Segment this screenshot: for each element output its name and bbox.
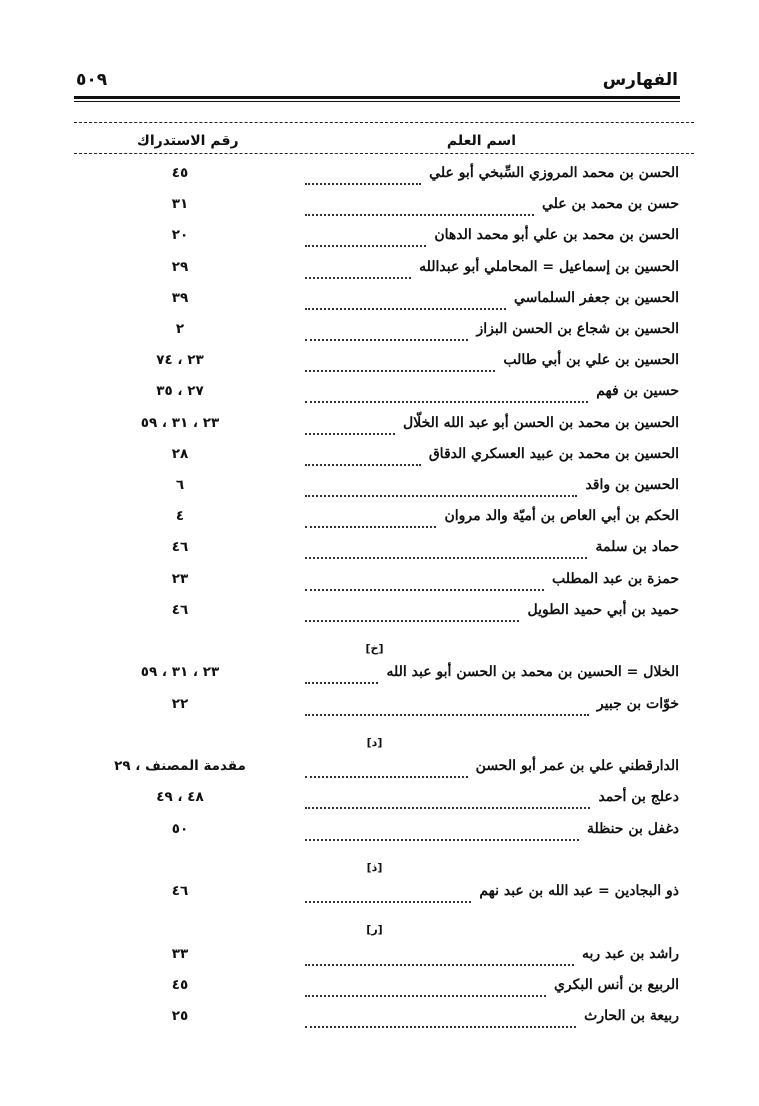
entry-name: الحسين بن إسماعيل = المحاملي أبو عبدالله xyxy=(419,258,679,275)
entry-name: الحسين بن شجاع بن الحسن البزاز xyxy=(476,321,679,337)
index-entry xyxy=(0,819,759,847)
entry-ref: ٣١ xyxy=(171,196,189,213)
dot-leader xyxy=(305,776,468,778)
entry-ref: ٤٥ xyxy=(171,977,189,993)
dot-leader xyxy=(305,464,421,466)
column-header-ref: رقم الاستدراك xyxy=(137,133,239,149)
entry-ref: ٢ xyxy=(175,321,185,337)
index-entry xyxy=(0,1006,759,1034)
entry-ref: ٢٣ xyxy=(171,570,189,587)
entry-name: الحسين بن جعفر السلماسي xyxy=(514,289,679,306)
section-letter-label: [خ] xyxy=(365,642,384,655)
dot-leader xyxy=(305,839,579,841)
dot-leader xyxy=(305,245,426,247)
index-entry xyxy=(0,381,759,409)
index-entry xyxy=(0,975,759,1003)
entry-ref: ٢٩ xyxy=(171,258,189,275)
index-entry xyxy=(0,881,759,909)
running-title: الفهارس xyxy=(602,70,678,90)
entry-name: ذو البجادين = عبد الله بن عبد نهم xyxy=(479,883,679,900)
index-entry xyxy=(0,288,759,316)
dot-leader xyxy=(305,433,395,435)
dot-leader xyxy=(305,370,495,372)
column-header-name: اسم العلم xyxy=(446,133,516,149)
entry-name: حماد بن سلمة xyxy=(595,539,679,556)
dot-leader xyxy=(305,495,577,497)
dot-leader xyxy=(305,807,590,809)
entry-ref: ٤٥ xyxy=(171,165,189,181)
index-entry xyxy=(0,756,759,784)
entry-ref: ٢٣ ، ٧٤ xyxy=(156,352,204,369)
dot-leader xyxy=(305,589,544,591)
dot-leader xyxy=(305,277,411,279)
section-letter xyxy=(0,637,759,661)
dot-leader xyxy=(305,339,468,341)
index-entry xyxy=(0,194,759,222)
dot-leader xyxy=(305,526,436,528)
entry-name: دعلج بن أحمد xyxy=(598,789,679,806)
entry-ref: مقدمة المصنف ، ٢٩ xyxy=(114,758,246,775)
entry-name: الدارقطني علي بن عمر أبو الحسن xyxy=(475,758,679,775)
entry-ref: ٢٣ ، ٣١ ، ٥٩ xyxy=(140,664,220,681)
entry-name: الخلال = الحسين بن محمد بن الحسن أبو عبد الله xyxy=(386,664,679,681)
dot-leader xyxy=(305,901,471,903)
dot-leader xyxy=(305,557,587,559)
entry-name: دغفل بن حنظلة xyxy=(586,820,679,837)
entry-name: الحسين بن محمد بن الحسن أبو عبد الله الخلّال xyxy=(403,414,679,431)
entry-ref: ٣٩ xyxy=(171,289,189,306)
index-entry xyxy=(0,350,759,378)
entry-name: الحسين بن واقد xyxy=(585,477,679,493)
entry-ref: ٣٣ xyxy=(171,945,189,962)
dot-leader xyxy=(305,995,546,997)
entry-name: الربيع بن أنس البكري xyxy=(553,977,679,993)
dot-leader xyxy=(305,682,378,684)
entry-name: الحسين بن محمد بن عبيد العسكري الدقاق xyxy=(428,445,679,462)
dot-leader xyxy=(305,714,589,716)
dot-leader xyxy=(305,401,588,403)
section-letter-label: [د] xyxy=(366,735,383,749)
entry-ref: ٢٠ xyxy=(171,227,189,244)
index-entry xyxy=(0,662,759,690)
section-letter-label: [ر] xyxy=(366,923,383,937)
entry-name: حميد بن أبي حميد الطويل xyxy=(527,601,679,618)
dot-leader xyxy=(305,183,421,185)
entry-name: حسن بن محمد بن علي xyxy=(541,196,679,213)
index-entry xyxy=(0,319,759,347)
index-entry xyxy=(0,787,759,815)
entry-ref: ٤٦ xyxy=(171,539,189,556)
index-entry xyxy=(0,257,759,285)
entry-ref: ٤٨ ، ٤٩ xyxy=(156,789,204,806)
index-entry xyxy=(0,475,759,503)
entry-ref: ٢٢ xyxy=(171,695,189,712)
entry-name: حسين بن فهم xyxy=(596,383,679,400)
index-entry xyxy=(0,413,759,441)
entry-ref: ٦ xyxy=(175,477,185,493)
entry-name: الحسن بن محمد بن علي أبو محمد الدهان xyxy=(434,227,679,244)
entry-name: راشد بن عبد ربه xyxy=(582,945,679,962)
index-entry xyxy=(0,694,759,722)
entry-ref: ٢٥ xyxy=(171,1008,189,1025)
entry-name: حمزة بن عبد المطلب xyxy=(551,570,679,587)
index-entry xyxy=(0,537,759,565)
page-number: ٥٠٩ xyxy=(76,70,108,90)
section-letter xyxy=(0,856,759,880)
entry-ref: ٤ xyxy=(175,508,185,525)
dot-leader xyxy=(305,1026,576,1028)
entry-name: ربيعة بن الحارث xyxy=(584,1008,679,1025)
entry-name: الحسين بن علي بن أبي طالب xyxy=(503,352,679,369)
index-entry xyxy=(0,506,759,534)
entry-ref: ٤٦ xyxy=(171,601,189,618)
entry-ref: ٢٧ ، ٣٥ xyxy=(156,383,204,400)
index-entry xyxy=(0,569,759,597)
section-letter xyxy=(0,918,759,942)
entry-ref: ٤٦ xyxy=(171,883,189,900)
entry-name: الحسن بن محمد المروزي السِّبخي أبو علي xyxy=(429,165,679,181)
entry-ref: ٢٨ xyxy=(171,445,189,462)
dot-leader xyxy=(305,214,534,216)
dot-leader xyxy=(305,964,574,966)
section-letter xyxy=(0,731,759,755)
index-entry xyxy=(0,944,759,972)
index-entry xyxy=(0,444,759,472)
entry-ref: ٥٠ xyxy=(171,820,189,837)
index-entry xyxy=(0,225,759,253)
entry-name: خوّات بن جبير xyxy=(596,695,679,712)
section-letter-label: [ذ] xyxy=(366,860,383,874)
entry-name: الحكم بن أبي العاص بن أميّة والد مروان xyxy=(444,508,679,525)
dot-leader xyxy=(305,620,519,622)
index-entry xyxy=(0,163,759,191)
entry-ref: ٢٣ ، ٣١ ، ٥٩ xyxy=(140,414,220,431)
index-entry xyxy=(0,600,759,628)
dot-leader xyxy=(305,308,506,310)
